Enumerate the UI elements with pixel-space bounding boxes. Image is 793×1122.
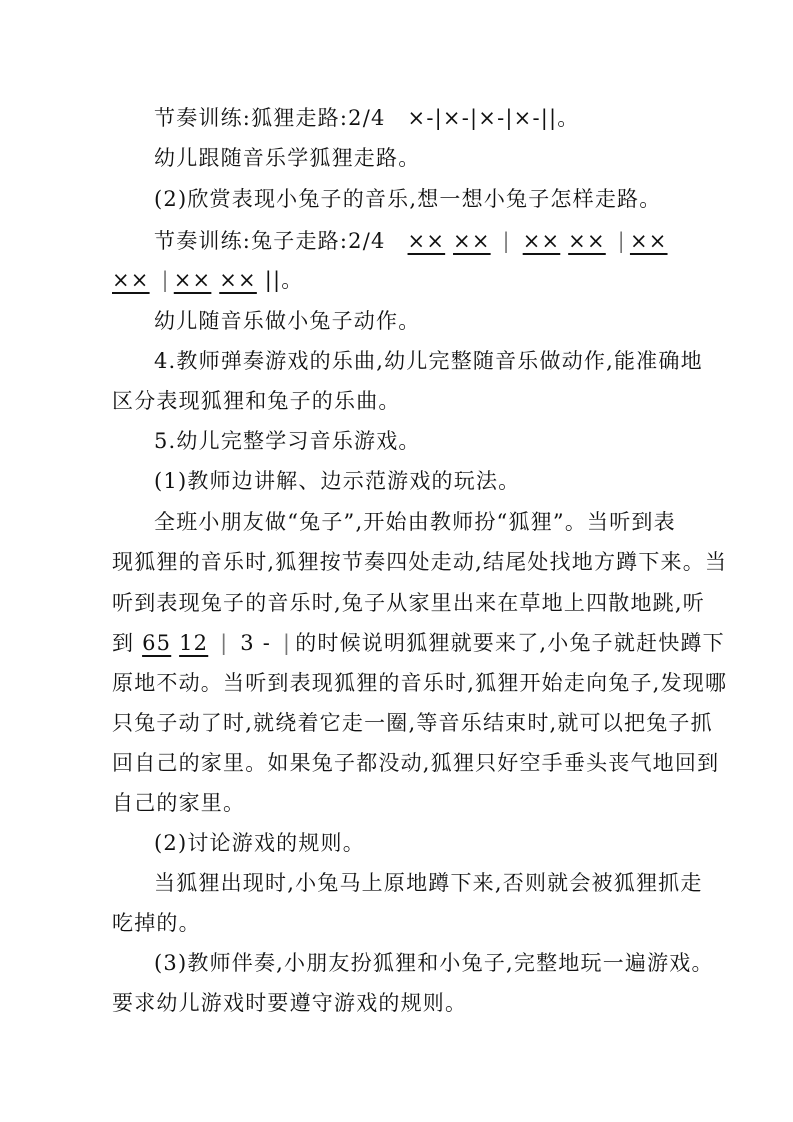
rhythm-rabbit-line <box>154 226 734 256</box>
paragraph: 只兔子动了时,就绕着它走一圈,等音乐结束时,就可以把兔子抓 <box>112 711 713 735</box>
paragraph: 吃掉的。 <box>112 911 201 935</box>
bar-line: | <box>282 631 292 655</box>
bar-line: | <box>220 631 229 655</box>
paragraph: 4.教师弹奏游戏的乐曲,幼儿完整随音乐做动作,能准确地 <box>154 349 703 373</box>
notation-group: 65 <box>142 631 172 655</box>
paragraph: (2)欣赏表现小兔子的音乐,想一想小兔子怎样走路。 <box>154 187 662 211</box>
paragraph: 要求幼儿游戏时要遵守游戏的规则。 <box>112 991 468 1015</box>
paragraph-with-notation <box>112 628 725 658</box>
paragraph: (3)教师伴奏,小朋友扮狐狸和小兔子,完整地玩一遍游戏。 <box>154 951 714 975</box>
paragraph: 幼儿跟随音乐学狐狸走路。 <box>154 146 421 170</box>
rhythm-rabbit-label: 节奏训练:兔子走路:2/4 <box>154 229 386 253</box>
rhythm-group: ×× <box>629 229 668 253</box>
paragraph: 自己的家里。 <box>112 791 246 815</box>
rhythm-rabbit-line-cont <box>112 265 692 295</box>
notation-group: 3 - <box>240 631 272 655</box>
rhythm-fox-label: 节奏训练:狐狸走路:2/4 <box>154 106 386 130</box>
paragraph: 听到表现兔子的音乐时,兔子从家里出来在草地上四散地跳,听 <box>112 591 705 615</box>
paragraph: 全班小朋友做“兔子”,开始由教师扮“狐狸”。当听到表 <box>154 510 676 534</box>
paragraph: (1)教师边讲解、边示范游戏的玩法。 <box>154 469 521 493</box>
paragraph: 回自己的家里。如果兔子都没动,狐狸只好空手垂头丧气地回到 <box>112 751 720 775</box>
paragraph: 幼儿随音乐做小兔子动作。 <box>154 309 421 333</box>
rhythm-group: ×× <box>522 229 561 253</box>
rhythm-group: ×× <box>112 268 150 292</box>
rhythm-group: ×× <box>219 268 257 292</box>
bar-line: | <box>161 268 170 292</box>
rhythm-fox-line <box>154 103 734 133</box>
rhythm-group: ×× <box>407 229 446 253</box>
rhythm-end: ||。 <box>264 268 304 292</box>
rhythm-fox-notation: ×-|×-|×-|×-||。 <box>407 106 580 130</box>
bar-line: | <box>502 229 511 253</box>
paragraph: (2)讨论游戏的规则。 <box>154 831 365 855</box>
paragraph: 当狐狸出现时,小兔马上原地蹲下来,否则就会被狐狸抓走 <box>154 871 703 895</box>
paragraph: 现狐狸的音乐时,狐狸按节奏四处走动,结尾处找地方蹲下来。当 <box>112 550 728 574</box>
notation-group: 12 <box>179 631 209 655</box>
paragraph: 原地不动。当听到表现狐狸的音乐时,狐狸开始走向兔子,发现哪 <box>112 671 728 695</box>
rhythm-group: ×× <box>173 268 212 292</box>
rhythm-group: ×× <box>568 229 606 253</box>
paragraph: 5.幼儿完整学习音乐游戏。 <box>154 429 421 453</box>
notation-post: 的时候说明狐狸就要来了,小兔子就赶快蹲下 <box>295 631 725 655</box>
bar-line: | <box>617 229 626 253</box>
paragraph: 区分表现狐狸和兔子的乐曲。 <box>112 389 401 413</box>
notation-pre: 到 <box>112 631 135 655</box>
rhythm-group: ×× <box>453 229 491 253</box>
